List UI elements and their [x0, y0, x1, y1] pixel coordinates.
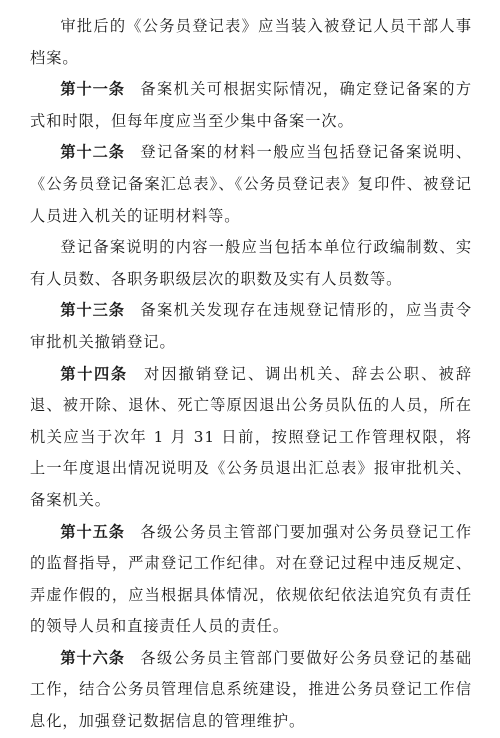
- paragraph-text: 审批后的《公务员登记表》应当装入被登记人员干部人事档案。: [30, 17, 472, 67]
- article-12: [30, 137, 472, 232]
- article-heading: 第十二条: [60, 143, 125, 162]
- article-16: [30, 643, 472, 738]
- article-text: 登记备案的材料一般应当包括登记备案说明、《公务员登记备案汇总表》、《公务员登记表》复印件、被登记人员进入机关的证明材料等。: [30, 143, 473, 225]
- article-text: 各级公务员主管部门要加强对公务员登记工作的监督指导，严肃登记工作纪律。对在登记过程中违反规定、弄虚作假的，应当根据具体情况，依规依纪依法追究负有责任的领导人员和直接责任人员的责任。: [30, 522, 473, 636]
- article-heading: 第十四条: [60, 364, 128, 383]
- article-text: 对因撤销登记、调出机关、辞去公职、被辞退、被开除、退休、死亡等原因退出公务员队伍的人员，所在机关应当于次年 1 月 31 日前，按照登记工作管理权限，将上一年度退出情况说明及《公务员退出汇总表》报审批机关、备案机关。: [30, 364, 473, 509]
- article-text: 备案机关可根据实际情况，确定登记备案的方式和时限，但每年度应当至少集中备案一次。: [30, 80, 473, 130]
- article-text: 备案机关发现存在违规登记情形的，应当责令审批机关撤销登记。: [30, 301, 473, 351]
- article-14: [30, 359, 472, 517]
- paragraph-archive-filing: [30, 11, 472, 74]
- article-13: [30, 295, 472, 358]
- article-text: 各级公务员主管部门要做好公务员登记的基础工作，结合公务员管理信息系统建设，推进公务员登记工作信息化，加强登记数据信息的管理维护。: [30, 648, 473, 731]
- article-15: [30, 517, 472, 643]
- article-heading: 第十五条: [60, 522, 125, 541]
- article-heading: 第十六条: [60, 648, 125, 667]
- paragraph-text: 登记备案说明的内容一般应当包括本单位行政编制数、实有人员数、各职务职级层次的职数及实有人员数等。: [30, 238, 472, 288]
- paragraph-filing-description: [30, 232, 472, 295]
- article-11: [30, 74, 472, 137]
- article-heading: 第十一条: [60, 80, 125, 99]
- article-heading: 第十三条: [60, 301, 125, 320]
